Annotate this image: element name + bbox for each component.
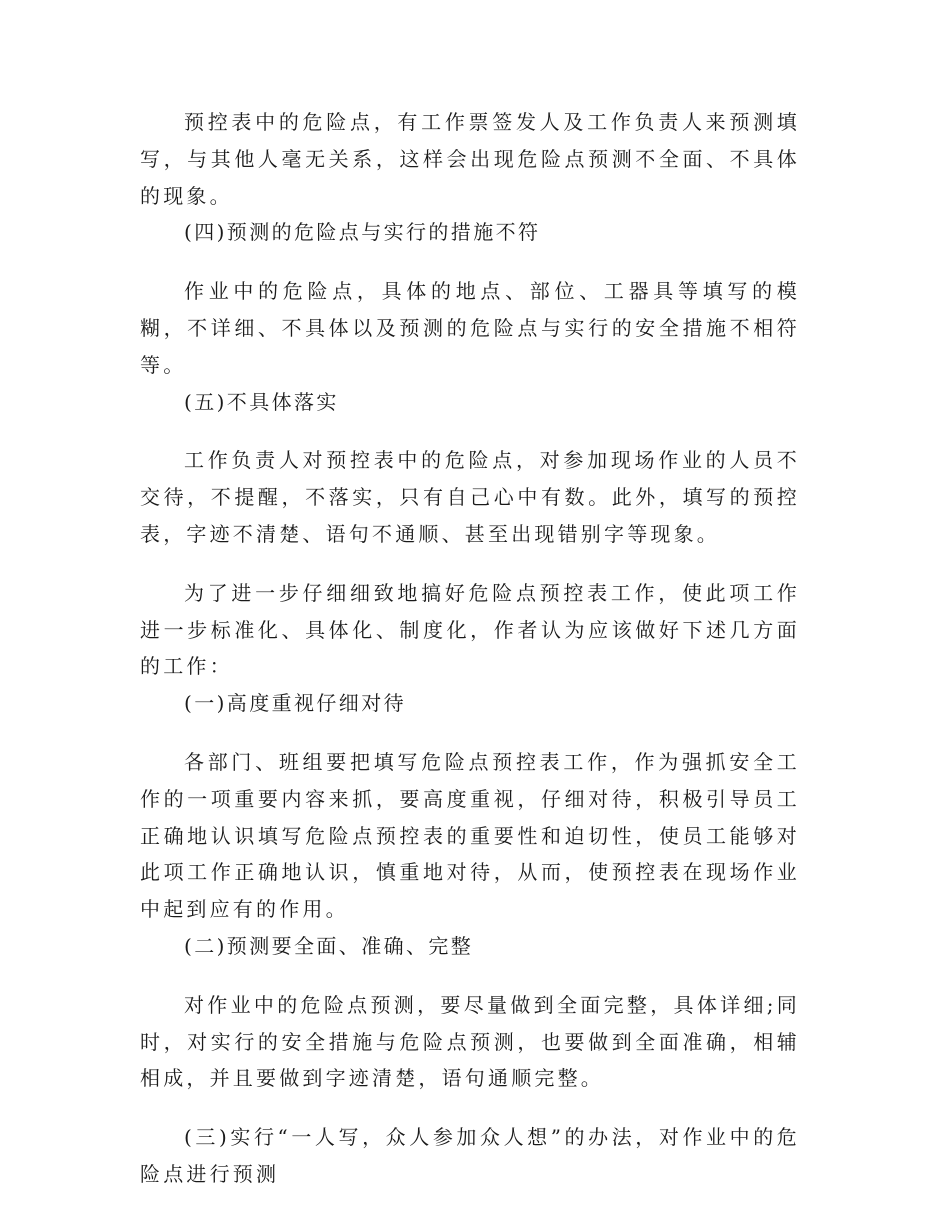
paragraph-measure-2-body: 对作业中的危险点预测，要尽量做到全面完整，具体详细;同时，对实行的安全措施与危险点预测，也要做到全面准确，相辅相成，并且要做到字迹清楚，语句通顺完整。 <box>140 992 800 1091</box>
paragraph-improvement-intro: 为了进一步仔细细致地搞好危险点预控表工作，使此项工作进一步标准化、具体化、制度化，作者认为应该做好下述几方面的工作： <box>140 580 800 679</box>
paragraph-section-4-body: 作业中的危险点，具体的地点、部位、工器具等填写的模糊，不详细、不具体以及预测的危险点与实行的安全措施不相符等。 <box>140 279 800 377</box>
heading-measure-3: (三)实行“一人写，众人参加众人想”的办法，对作业中的危险点进行预测 <box>140 1125 800 1186</box>
paragraph-risk-forecast-scope: 预控表中的危险点，有工作票签发人及工作负责人来预测填写，与其他人毫无关系，这样会出现危险点预测不全面、不具体的现象。 <box>140 110 800 208</box>
heading-section-4: (四)预测的危险点与实行的措施不符 <box>184 220 541 245</box>
paragraph-section-5-body: 工作负责人对预控表中的危险点，对参加现场作业的人员不交待，不提醒，不落实，只有自己心中有数。此外，填写的预控表，字迹不清楚、语句不通顺、甚至出现错别字等现象。 <box>140 448 800 546</box>
heading-measure-1: (一)高度重视仔细对待 <box>184 691 407 716</box>
heading-section-5: (五)不具体落实 <box>184 389 339 414</box>
heading-measure-2: (二)预测要全面、准确、完整 <box>184 933 474 958</box>
paragraph-measure-1-body: 各部门、班组要把填写危险点预控表工作，作为强抓安全工作的一项重要内容来抓，要高度重视，仔细对待，积极引导员工正确地认识填写危险点预控表的重要性和迫切性，使员工能够对此项工作正确地认识，慎重地对待，从而，使预控表在现场作业中起到应有的作用。 <box>140 749 800 922</box>
document-page <box>140 104 800 1193</box>
